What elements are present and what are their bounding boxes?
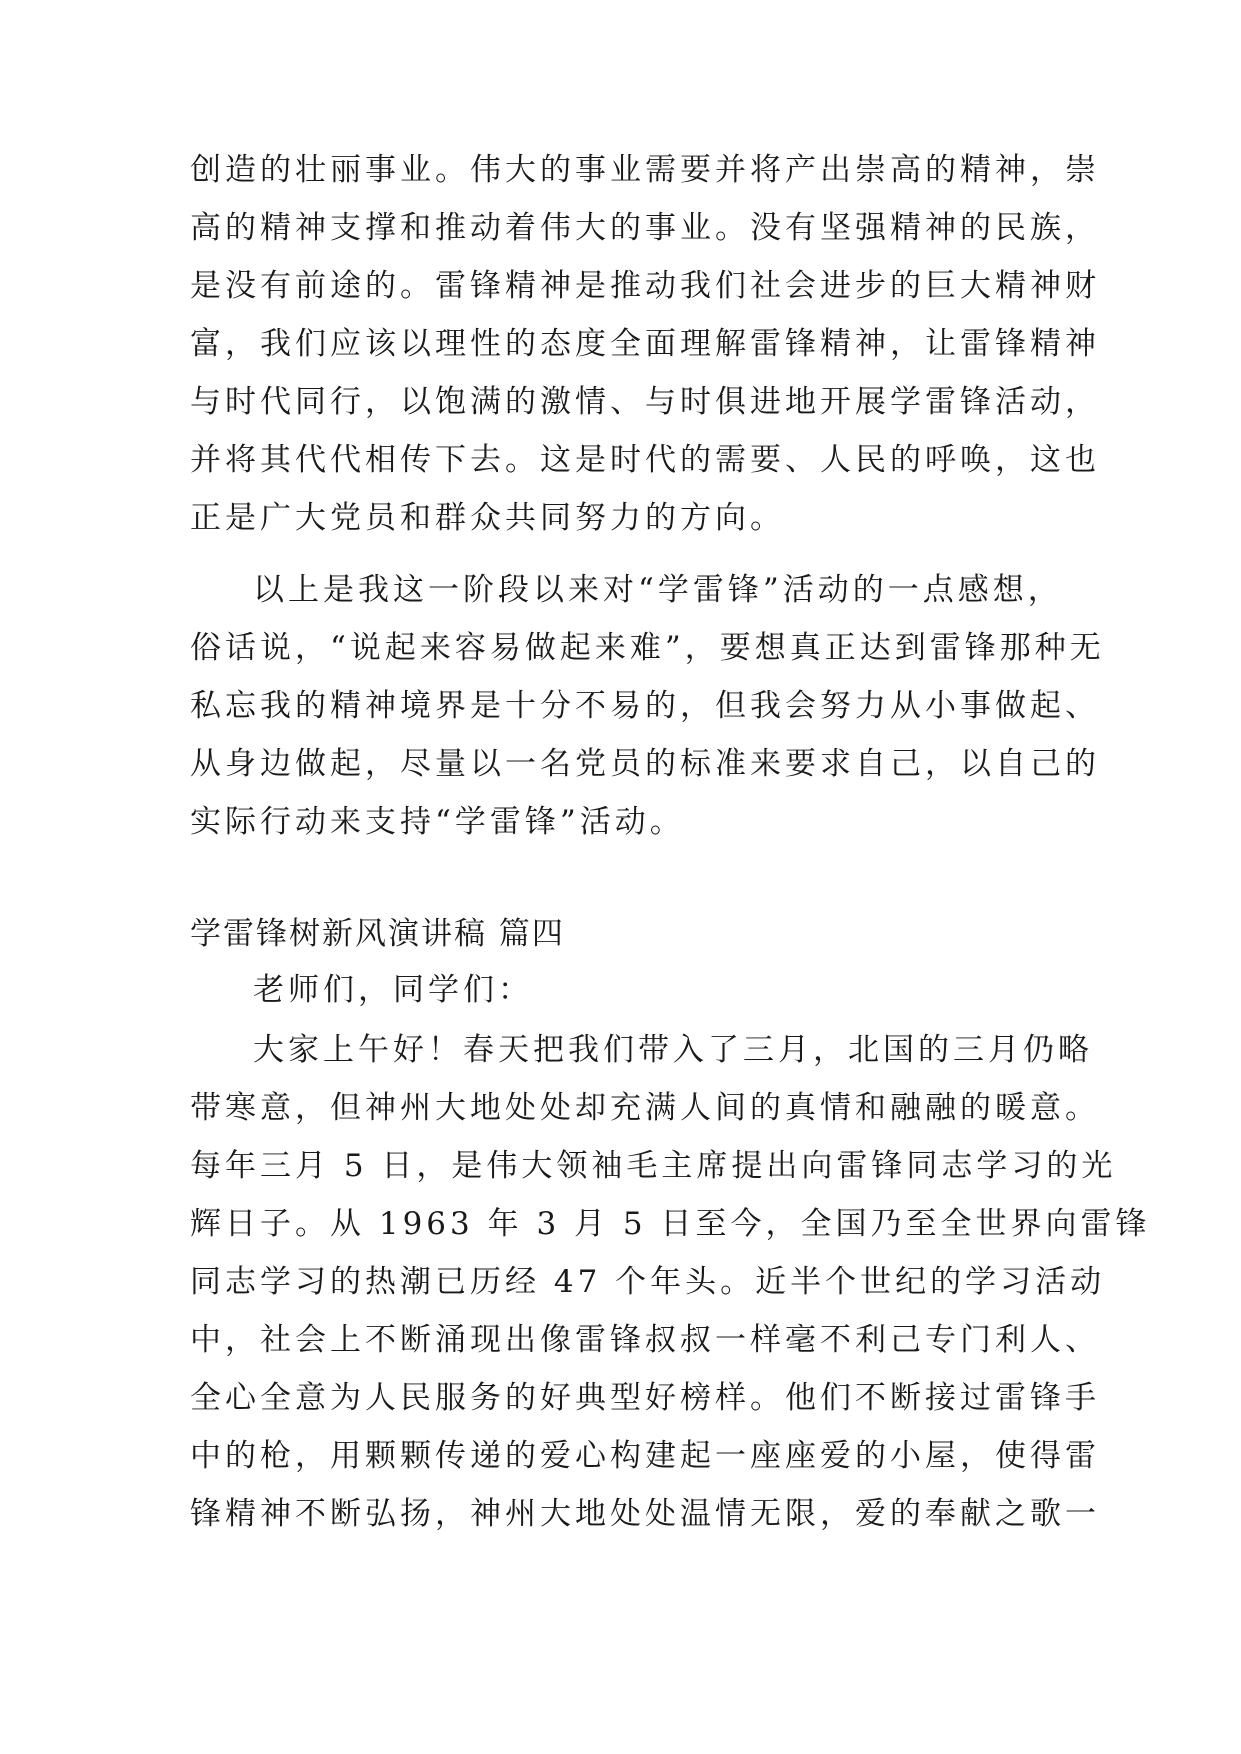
paragraph-line: 中的枪，用颗颗传递的爱心构建起一座座爱的小屋，使得雷 xyxy=(190,1438,1100,1474)
paragraph-line: 大家上午好！春天把我们带入了三月，北国的三月仍略 xyxy=(253,1032,1093,1068)
paragraph-line: 辉日子。从 1963 年 3 月 5 日至今，全国乃至全世界向雷锋 xyxy=(190,1206,1151,1242)
paragraph-line: 中，社会上不断涌现出像雷锋叔叔一样毫不利己专门利人、 xyxy=(190,1322,1100,1358)
paragraph-line: 私忘我的精神境界是十分不易的，但我会努力从小事做起、 xyxy=(190,688,1100,724)
paragraph-line: 以上是我这一阶段以来对“学雷锋”活动的一点感想， xyxy=(253,572,1063,608)
paragraph-line: 每年三月 5 日，是伟大领袖毛主席提出向雷锋同志学习的光 xyxy=(190,1148,1117,1184)
section-heading: 学雷锋树新风演讲稿 篇四 xyxy=(190,916,565,952)
paragraph-line: 实际行动来支持“学雷锋”活动。 xyxy=(190,804,685,840)
paragraph-line: 创造的壮丽事业。伟大的事业需要并将产出崇高的精神，崇 xyxy=(190,152,1100,188)
paragraph-line: 是没有前途的。雷锋精神是推动我们社会进步的巨大精神财 xyxy=(190,268,1100,304)
paragraph-line: 锋精神不断弘扬，神州大地处处温情无限，爱的奉献之歌一 xyxy=(190,1496,1100,1532)
salutation: 老师们，同学们： xyxy=(253,972,533,1008)
paragraph-line: 同志学习的热潮已历经 47 个年头。近半个世纪的学习活动 xyxy=(190,1264,1106,1300)
paragraph-line: 全心全意为人民服务的好典型好榜样。他们不断接过雷锋手 xyxy=(190,1380,1100,1416)
paragraph-line: 带寒意，但神州大地处处却充满人间的真情和融融的暖意。 xyxy=(190,1090,1100,1126)
paragraph-line: 俗话说，“说起来容易做起来难”，要想真正达到雷锋那种无 xyxy=(190,630,1105,666)
paragraph-line: 高的精神支撑和推动着伟大的事业。没有坚强精神的民族， xyxy=(190,210,1100,246)
paragraph-line: 并将其代代相传下去。这是时代的需要、人民的呼唤，这也 xyxy=(190,442,1100,478)
paragraph-line: 与时代同行，以饱满的激情、与时俱进地开展学雷锋活动， xyxy=(190,384,1100,420)
paragraph-line: 富，我们应该以理性的态度全面理解雷锋精神，让雷锋精神 xyxy=(190,326,1100,362)
paragraph-line: 正是广大党员和群众共同努力的方向。 xyxy=(190,500,785,536)
paragraph-line: 从身边做起，尽量以一名党员的标准来要求自己，以自己的 xyxy=(190,746,1100,782)
